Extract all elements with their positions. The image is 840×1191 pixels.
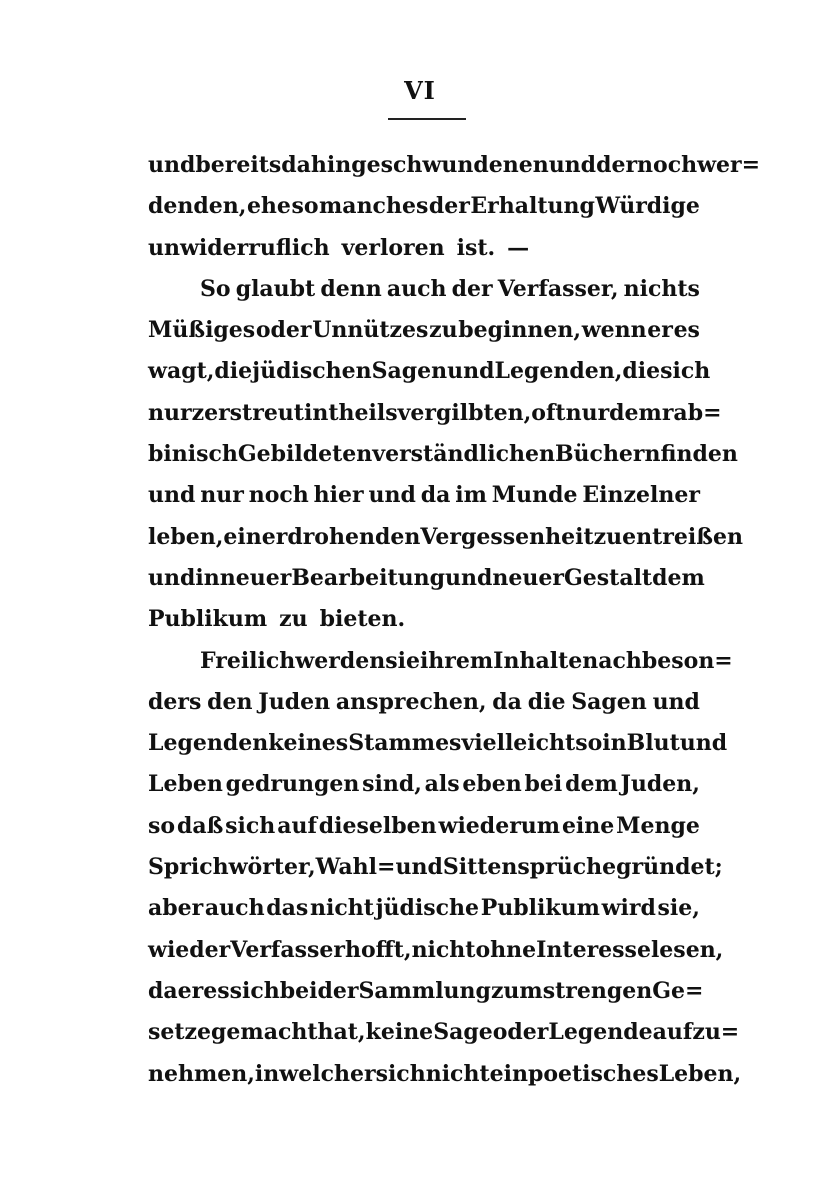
word: auch bbox=[204, 895, 265, 922]
word: die bbox=[214, 358, 253, 385]
word: ein bbox=[489, 1060, 528, 1087]
word: zerstreut bbox=[191, 399, 304, 426]
text-line bbox=[148, 393, 722, 434]
word: und bbox=[395, 854, 443, 881]
word: wiederum bbox=[438, 812, 561, 839]
word: in bbox=[303, 399, 329, 426]
word: unwiderruflich bbox=[148, 234, 330, 261]
word: binisch bbox=[148, 441, 238, 468]
text-line bbox=[148, 145, 761, 186]
word: eben bbox=[462, 771, 522, 798]
word: zum bbox=[490, 977, 543, 1004]
word: denden, bbox=[148, 193, 247, 220]
word: beginnen, bbox=[458, 317, 582, 344]
word: neuer bbox=[492, 564, 564, 591]
word: da bbox=[148, 977, 178, 1004]
word: bei bbox=[279, 977, 318, 1004]
word: ansprechen, bbox=[335, 688, 487, 715]
word: gründet; bbox=[616, 854, 723, 881]
word: leben, bbox=[148, 523, 224, 550]
word: Publikum bbox=[480, 895, 600, 922]
word: vergilbten, bbox=[397, 399, 532, 426]
word: theils bbox=[328, 399, 398, 426]
word: gedrungen bbox=[225, 771, 360, 798]
word: Legende bbox=[548, 1019, 653, 1046]
word: manches bbox=[319, 193, 429, 220]
word: zu bbox=[593, 523, 623, 550]
word: der bbox=[428, 193, 470, 220]
word: zu bbox=[279, 606, 308, 633]
text-line bbox=[148, 764, 700, 805]
text-line bbox=[148, 558, 705, 599]
word: gemacht bbox=[211, 1019, 318, 1046]
word: so bbox=[291, 193, 319, 220]
word: sich bbox=[225, 812, 276, 839]
word: und bbox=[445, 564, 493, 591]
word: dahingeschwundenen bbox=[281, 152, 549, 178]
word: glaubt bbox=[235, 275, 316, 302]
word: Bearbeitung bbox=[291, 564, 446, 591]
word: da bbox=[420, 482, 451, 509]
word: Verfasser, bbox=[497, 275, 619, 302]
word: Munde bbox=[491, 482, 578, 509]
word: er bbox=[647, 317, 673, 344]
word: aufzu= bbox=[652, 1019, 740, 1046]
word: so bbox=[148, 812, 176, 839]
word: wagt, bbox=[148, 358, 215, 385]
word: Freilich bbox=[200, 647, 296, 674]
word: nach bbox=[582, 647, 642, 674]
text-line bbox=[148, 723, 728, 764]
word: entreißen bbox=[622, 523, 743, 550]
word: Juden bbox=[258, 688, 331, 715]
word: Menge bbox=[616, 812, 700, 839]
word: sich bbox=[375, 1060, 426, 1087]
text-line bbox=[148, 351, 711, 392]
word: dieselben bbox=[318, 812, 437, 839]
header-rule bbox=[388, 118, 466, 120]
word: der bbox=[596, 152, 638, 178]
word: daß bbox=[176, 812, 224, 839]
word: als bbox=[424, 771, 460, 798]
word: drohenden bbox=[287, 523, 421, 550]
word: sich bbox=[229, 977, 280, 1004]
word: nichts bbox=[623, 275, 700, 302]
text-line bbox=[148, 434, 738, 475]
word: jüdische bbox=[375, 895, 480, 922]
text-line bbox=[148, 888, 700, 929]
word: verloren bbox=[341, 234, 445, 261]
word: Büchern bbox=[554, 441, 661, 468]
word: Leben, bbox=[658, 1060, 742, 1087]
word: auf bbox=[277, 812, 317, 839]
word: und bbox=[148, 152, 196, 178]
word: da bbox=[492, 688, 522, 715]
word: wird bbox=[601, 895, 656, 922]
word: auch bbox=[386, 275, 447, 302]
text-line bbox=[148, 310, 700, 351]
word: in bbox=[254, 1060, 280, 1087]
word: Würdige bbox=[595, 193, 700, 220]
word: dem bbox=[652, 564, 705, 591]
word: nicht bbox=[425, 1060, 490, 1087]
word: oder bbox=[255, 317, 312, 344]
word: ihrem bbox=[419, 647, 494, 674]
word: So bbox=[200, 275, 231, 302]
word: verständlichen bbox=[372, 441, 555, 468]
word: im bbox=[455, 482, 487, 509]
word: rab= bbox=[661, 399, 722, 426]
word: Blut bbox=[626, 730, 680, 757]
text-line bbox=[148, 599, 700, 640]
word: ders bbox=[148, 688, 202, 715]
word: Erhaltung bbox=[470, 193, 595, 220]
word: hier bbox=[313, 482, 364, 509]
word: ist. bbox=[456, 234, 496, 261]
word: sich bbox=[660, 358, 711, 385]
word: und bbox=[148, 482, 196, 509]
word: dem bbox=[609, 399, 662, 426]
word: wenn bbox=[581, 317, 647, 344]
word: hofft, bbox=[345, 936, 412, 963]
word: dem bbox=[565, 771, 618, 798]
word: Leben bbox=[148, 771, 223, 798]
word: Sagen bbox=[371, 358, 448, 385]
word: Einzelner bbox=[582, 482, 700, 509]
word: und bbox=[447, 358, 495, 385]
word: Gestalt bbox=[563, 564, 653, 591]
word: beson= bbox=[641, 647, 733, 674]
word: Juden, bbox=[620, 771, 700, 798]
word: zu bbox=[429, 317, 458, 344]
body-text bbox=[148, 145, 761, 1095]
word: und bbox=[679, 730, 728, 757]
text-line bbox=[148, 1054, 742, 1095]
word: hat, bbox=[317, 1019, 366, 1046]
word: eine bbox=[561, 812, 615, 839]
word: in bbox=[602, 730, 627, 757]
word: Sprichwörter, bbox=[148, 854, 316, 881]
word: Müßiges bbox=[148, 317, 256, 344]
text-line bbox=[148, 517, 743, 558]
word: sind, bbox=[362, 771, 422, 798]
word: Ge= bbox=[652, 977, 704, 1004]
text-line bbox=[148, 806, 700, 847]
word: Publikum bbox=[148, 606, 268, 633]
text-line bbox=[148, 847, 723, 888]
word: das bbox=[266, 895, 309, 922]
text-line bbox=[148, 930, 724, 971]
word: — bbox=[507, 234, 530, 261]
word: der bbox=[189, 936, 231, 963]
text-line bbox=[148, 682, 700, 723]
word: einer bbox=[223, 523, 288, 550]
word: vielleicht bbox=[461, 730, 576, 757]
text-line bbox=[148, 475, 700, 516]
word: nehmen, bbox=[148, 1060, 255, 1087]
word: bei bbox=[524, 771, 563, 798]
word: nur bbox=[200, 482, 244, 509]
word: welcher bbox=[279, 1060, 376, 1087]
word: die bbox=[527, 688, 566, 715]
word: keine bbox=[365, 1019, 434, 1046]
word: wie bbox=[148, 936, 190, 963]
word: und bbox=[652, 688, 700, 715]
word: bieten. bbox=[319, 606, 406, 633]
word: poetisches bbox=[527, 1060, 659, 1087]
page-number: VI bbox=[404, 76, 436, 105]
word: setze bbox=[148, 1019, 212, 1046]
word: in bbox=[195, 564, 220, 591]
word: nicht bbox=[309, 895, 374, 922]
word: Inhalte bbox=[493, 647, 583, 674]
word: Wahl= bbox=[315, 854, 396, 881]
word: den bbox=[207, 688, 253, 715]
word: Verfasser bbox=[230, 936, 345, 963]
word: nur bbox=[565, 399, 610, 426]
word: oft bbox=[531, 399, 566, 426]
word: noch bbox=[248, 482, 309, 509]
word: Interesse bbox=[536, 936, 651, 963]
word: Stammes bbox=[348, 730, 462, 757]
text-line bbox=[148, 971, 704, 1012]
word: Sittensprüche bbox=[442, 854, 617, 881]
text-line bbox=[148, 1012, 740, 1053]
word: werden bbox=[295, 647, 386, 674]
word: lesen, bbox=[650, 936, 724, 963]
word: aber bbox=[148, 895, 204, 922]
word: Vergessenheit bbox=[420, 523, 594, 550]
word: es bbox=[203, 977, 230, 1004]
word: jüdischen bbox=[252, 358, 372, 385]
word: neuer bbox=[219, 564, 292, 591]
word: oder bbox=[492, 1019, 549, 1046]
word: und bbox=[548, 152, 597, 178]
text-line bbox=[148, 269, 700, 310]
word: Unnützes bbox=[312, 317, 429, 344]
word: Sammlung bbox=[358, 977, 491, 1004]
word: sie, bbox=[657, 895, 700, 922]
word: es bbox=[673, 317, 700, 344]
text-line bbox=[148, 641, 733, 682]
word: und bbox=[368, 482, 416, 509]
word: denn bbox=[320, 275, 382, 302]
word: ehe bbox=[246, 193, 291, 220]
word: bereits bbox=[195, 152, 282, 178]
word: er bbox=[177, 977, 204, 1004]
word: Sagen bbox=[571, 688, 647, 715]
word: Gebildeten bbox=[237, 441, 373, 468]
word: sie bbox=[385, 647, 420, 674]
word: Legenden, bbox=[494, 358, 623, 385]
text-line bbox=[148, 228, 700, 269]
word: der bbox=[451, 275, 493, 302]
word: die bbox=[622, 358, 661, 385]
word: ohne bbox=[475, 936, 537, 963]
word: noch bbox=[637, 152, 698, 178]
word: finden bbox=[660, 441, 738, 468]
text-line bbox=[148, 186, 700, 227]
word: nur bbox=[148, 399, 192, 426]
word: nicht bbox=[411, 936, 476, 963]
word: Sage bbox=[433, 1019, 493, 1046]
word: wer= bbox=[697, 152, 761, 178]
word: so bbox=[575, 730, 603, 757]
word: keines bbox=[268, 730, 349, 757]
word: der bbox=[317, 977, 359, 1004]
word: strengen bbox=[542, 977, 653, 1004]
word: und bbox=[148, 564, 196, 591]
word: Legenden bbox=[148, 730, 269, 757]
